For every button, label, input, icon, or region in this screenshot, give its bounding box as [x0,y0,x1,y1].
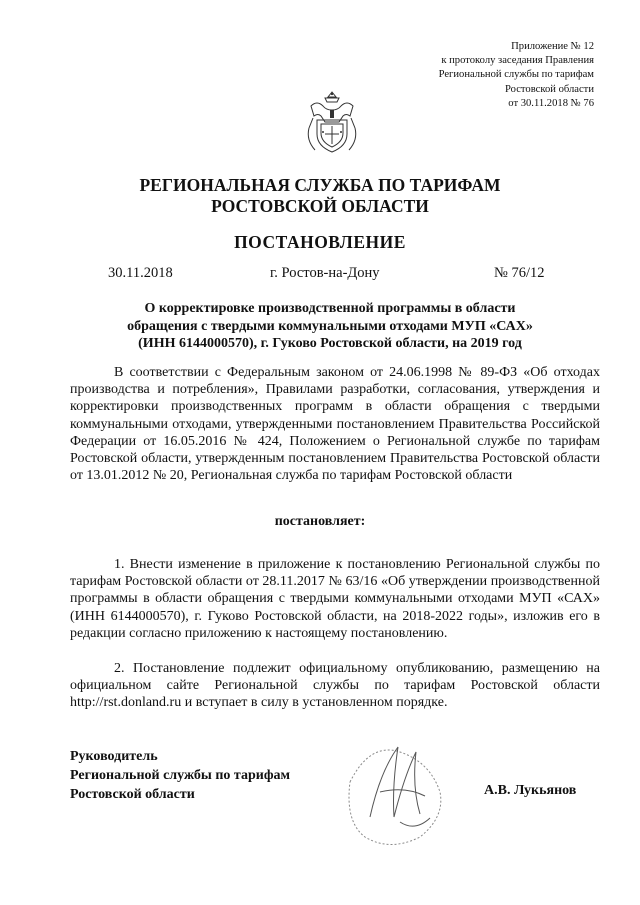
document-date: 30.11.2018 [108,265,173,281]
appendix-line: к протоколу заседания Правления [441,55,594,67]
document-subject [60,300,600,353]
appendix-line: Региональной службы по тарифам [438,69,594,81]
item-1-paragraph [70,556,600,642]
resolves-heading: постановляет: [274,514,366,529]
org-name-line: РЕГИОНАЛЬНАЯ СЛУЖБА ПО ТАРИФАМ [139,175,501,195]
subject-line: обращения с твердыми коммунальными отходами МУП «САХ» [127,318,533,334]
document-type-title: ПОСТАНОВЛЕНИЕ [234,232,406,252]
item-1-text: 1. Внести изменение в приложение к постановлению Региональной службы по тарифам Ростовской области от 28.11.2017 № 63/16 «Об утверждении производственной программы в области обращения с твердыми коммунальными отходами МУП «САХ» (ИНН 6144000570), г. Гуково Ростовской области, на 2018-2022 годы», изложив его в редакции согласно приложению к настоящему постановлению. [70,557,600,641]
subject-line: О корректировке производственной программы в области [144,301,516,316]
appendix-line: Приложение № 12 [511,41,594,52]
preamble-paragraph [70,364,600,484]
preamble-text: В соответствии с Федеральным законом от 24.06.1998 № 89-ФЗ «Об отходах производства и потребления», Правилами разработки, согласования, утверждения и корректировки производственных программ в области обращения с твердыми коммунальными отходами, утвержденными постановлением Правительства Российской Федерации от 16.05.2016 № 424, Положением о Региональной службе по тарифам Ростовской области, утвержденным постановлением Правительства Ростовской области от 13.01.2012 № 20, Региональная служба по тарифам Ростовской области [70,365,600,484]
document-city: г. Ростов-на-Дону [270,265,380,281]
handwritten-signature-icon [330,722,470,852]
item-2-paragraph [70,660,600,712]
coat-of-arms-icon [303,88,361,158]
appendix-line: Ростовской области [505,83,594,95]
org-name-line: РОСТОВСКОЙ ОБЛАСТИ [211,196,429,216]
position-line: Региональной службы по тарифам [70,768,291,783]
signatory-position [70,747,290,804]
subject-line: (ИНН 6144000570), г. Гуково Ростовской области, на 2019 год [138,336,522,352]
appendix-note [334,40,594,111]
document-number: № 76/12 [494,265,545,281]
position-line: Ростовской области [70,787,195,802]
item-2-text: 2. Постановление подлежит официальному опубликованию, размещению на официальном сайте Региональной службы по тарифам Ростовской области http://rst.donland.ru и вступает в силу в установленном порядке. [70,661,600,711]
signatory-name: А.В. Лукьянов [484,783,577,798]
position-line: Руководитель [70,749,158,764]
appendix-line: от 30.11.2018 № 76 [508,97,594,109]
